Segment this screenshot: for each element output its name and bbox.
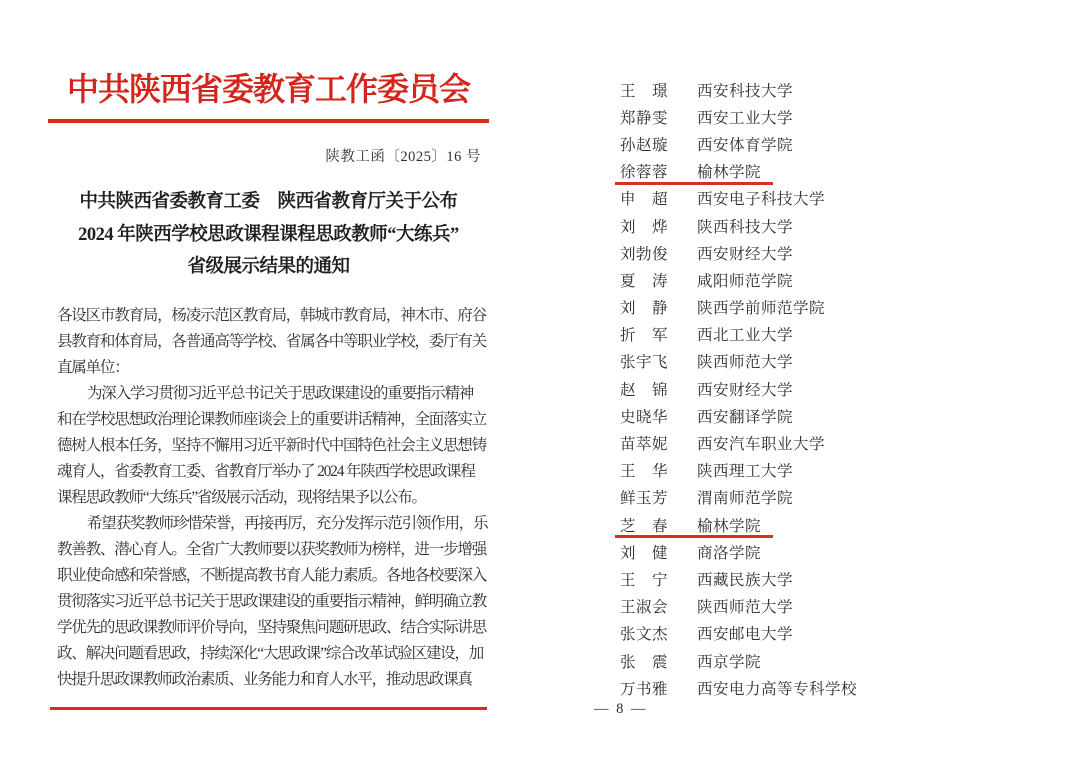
awardee-name: 夏 涛 [620, 272, 669, 290]
awardee-row [620, 457, 805, 484]
awardee-school: 陕西科技大学 [697, 218, 794, 236]
notice-body-line: 快提升思政课教师政治素质、业务能力和育人水平，推动思政课真 [57, 671, 472, 688]
awardee-school: 陕西学前师范学院 [697, 300, 826, 318]
awardee-row [620, 76, 805, 103]
awardee-school: 西安科技大学 [697, 82, 794, 100]
awardee-name: 万书雅 [620, 680, 669, 698]
awardee-name: 刘 烨 [620, 218, 669, 236]
right-page [620, 76, 1060, 701]
letterhead-title: 中共陕西省委教育工作委员会 [66, 71, 470, 107]
awardee-row [620, 158, 773, 185]
awardee-name: 苗萃妮 [620, 436, 669, 454]
awardee-school: 陕西师范大学 [697, 354, 794, 372]
awardee-row [620, 266, 805, 293]
awardee-name: 刘勃俊 [620, 245, 669, 263]
notice-body-line: 为深入学习贯彻习近平总书记关于思政课建设的重要指示精神 [87, 385, 474, 402]
awardee-name: 张宇飞 [620, 354, 669, 372]
awardee-school: 渭南师范学院 [697, 490, 794, 508]
awardee-name: 王 华 [620, 463, 669, 481]
notice-body-line: 教善教、潜心育人。全省广大教师要以获奖教师为榜样，进一步增强 [57, 541, 487, 558]
notice-body-line: 贯彻落实习近平总书记关于思政课建设的重要指示精神，鲜明确立教 [57, 593, 487, 610]
notice-title-line: 省级展示结果的通知 [187, 257, 350, 277]
awardee-row [620, 375, 805, 402]
awardee-school: 西藏民族大学 [697, 571, 794, 589]
awardee-name: 折 军 [620, 327, 669, 345]
awardee-name: 王 璟 [620, 82, 669, 100]
awardee-row [620, 620, 805, 647]
bottom-rule [50, 707, 487, 710]
awardee-name: 张文杰 [620, 626, 669, 644]
letterhead-rule [48, 119, 489, 123]
notice-body-line: 和在学校思想政治理论课教师座谈会上的重要讲话精神，全面落实立 [57, 411, 487, 428]
awardee-name: 赵 锦 [620, 381, 669, 399]
awardee-name: 郑静雯 [620, 109, 669, 127]
notice-body-line: 学优先的思政课教师评价导向，坚持聚焦问题研思政、结合实际讲思 [57, 619, 487, 636]
awardee-row [620, 674, 869, 701]
awardee-row [620, 484, 805, 511]
awardee-school: 西安电力高等专科学校 [697, 680, 858, 698]
awardee-row [620, 130, 805, 157]
awardee-row [620, 321, 805, 348]
awardee-school: 西安体育学院 [697, 136, 794, 154]
awardee-school: 咸阳师范学院 [697, 272, 794, 290]
awardee-row [620, 429, 837, 456]
awardee-school: 商洛学院 [697, 544, 762, 562]
awardee-name: 刘 健 [620, 544, 669, 562]
awardee-row [620, 239, 805, 266]
notice-body-line: 德树人根本任务，坚持不懈用习近平新时代中国特色社会主义思想铸 [57, 437, 487, 454]
page-number: — 8 — [594, 701, 648, 717]
awardee-name: 鲜玉芳 [620, 490, 669, 508]
awardee-row [620, 103, 805, 130]
notice-body-line: 希望获奖教师珍惜荣誉，再接再厉，充分发挥示范引领作用，乐 [87, 515, 488, 532]
notice-body-line: 魂育人，省委教育工委、省教育厅举办了 2024 年陕西学校思政课程 [57, 463, 475, 480]
awardee-school: 西京学院 [697, 653, 762, 671]
awardee-name: 徐蓉蓉 [620, 164, 669, 182]
awardee-list [620, 76, 1060, 701]
awardee-school: 西安工业大学 [697, 109, 794, 127]
awardee-name: 申 超 [620, 191, 669, 209]
awardee-row [620, 348, 805, 375]
notice-body-line: 职业使命感和荣誉感，不断提高教书育人能力素质。各地各校要深入 [57, 567, 487, 584]
notice-body-line: 直属单位： [57, 359, 129, 376]
awardee-name: 王淑会 [620, 599, 669, 617]
awardee-row [620, 212, 805, 239]
document-number: 陕教工函〔2025〕16 号 [325, 149, 481, 165]
awardee-name: 张 震 [620, 653, 669, 671]
notice-body-line: 各设区市教育局，杨凌示范区教育局，韩城市教育局，神木市、府谷 [57, 307, 487, 324]
awardee-school: 西安翻译学院 [697, 408, 794, 426]
awardee-row [620, 538, 773, 565]
awardee-school: 榆林学院 [697, 164, 762, 182]
awardee-name: 史晓华 [620, 408, 669, 426]
awardee-row [620, 511, 773, 538]
notice-body-line: 课程思政教师“大练兵”省级展示活动，现将结果予以公布。 [57, 489, 426, 506]
awardee-school: 陕西理工大学 [697, 463, 794, 481]
awardee-name: 芝 春 [620, 517, 669, 535]
notice-body-line: 政、解决问题看思政，持续深化“大思政课”综合改革试验区建设，加 [57, 645, 484, 662]
awardee-row [620, 593, 805, 620]
awardee-row [620, 185, 837, 212]
awardee-school: 西安财经大学 [697, 245, 794, 263]
awardee-school: 西安汽车职业大学 [697, 436, 826, 454]
awardee-school: 陕西师范大学 [697, 599, 794, 617]
notice-body-line: 县教育和体育局，各普通高等学校、省属各中等职业学校，委厅有关 [57, 333, 487, 350]
awardee-row [620, 565, 805, 592]
notice-title-line: 中共陕西省委教育工委 陕西省教育厅关于公布 [79, 192, 458, 212]
awardee-row [620, 402, 805, 429]
awardee-name: 刘 静 [620, 300, 669, 318]
awardee-school: 西安财经大学 [697, 381, 794, 399]
awardee-name: 王 宁 [620, 571, 669, 589]
notice-title [48, 186, 489, 284]
awardee-school: 西安邮电大学 [697, 626, 794, 644]
awardee-school: 榆林学院 [697, 517, 762, 535]
awardee-row [620, 294, 837, 321]
notice-body [57, 303, 489, 693]
left-page [48, 0, 489, 757]
notice-title-line: 2024 年陕西学校思政课程课程思政教师“大练兵” [78, 224, 459, 245]
awardee-name: 孙赵璇 [620, 136, 669, 154]
awardee-school: 西安电子科技大学 [697, 191, 826, 209]
awardee-school: 西北工业大学 [697, 327, 794, 345]
awardee-row [620, 647, 773, 674]
